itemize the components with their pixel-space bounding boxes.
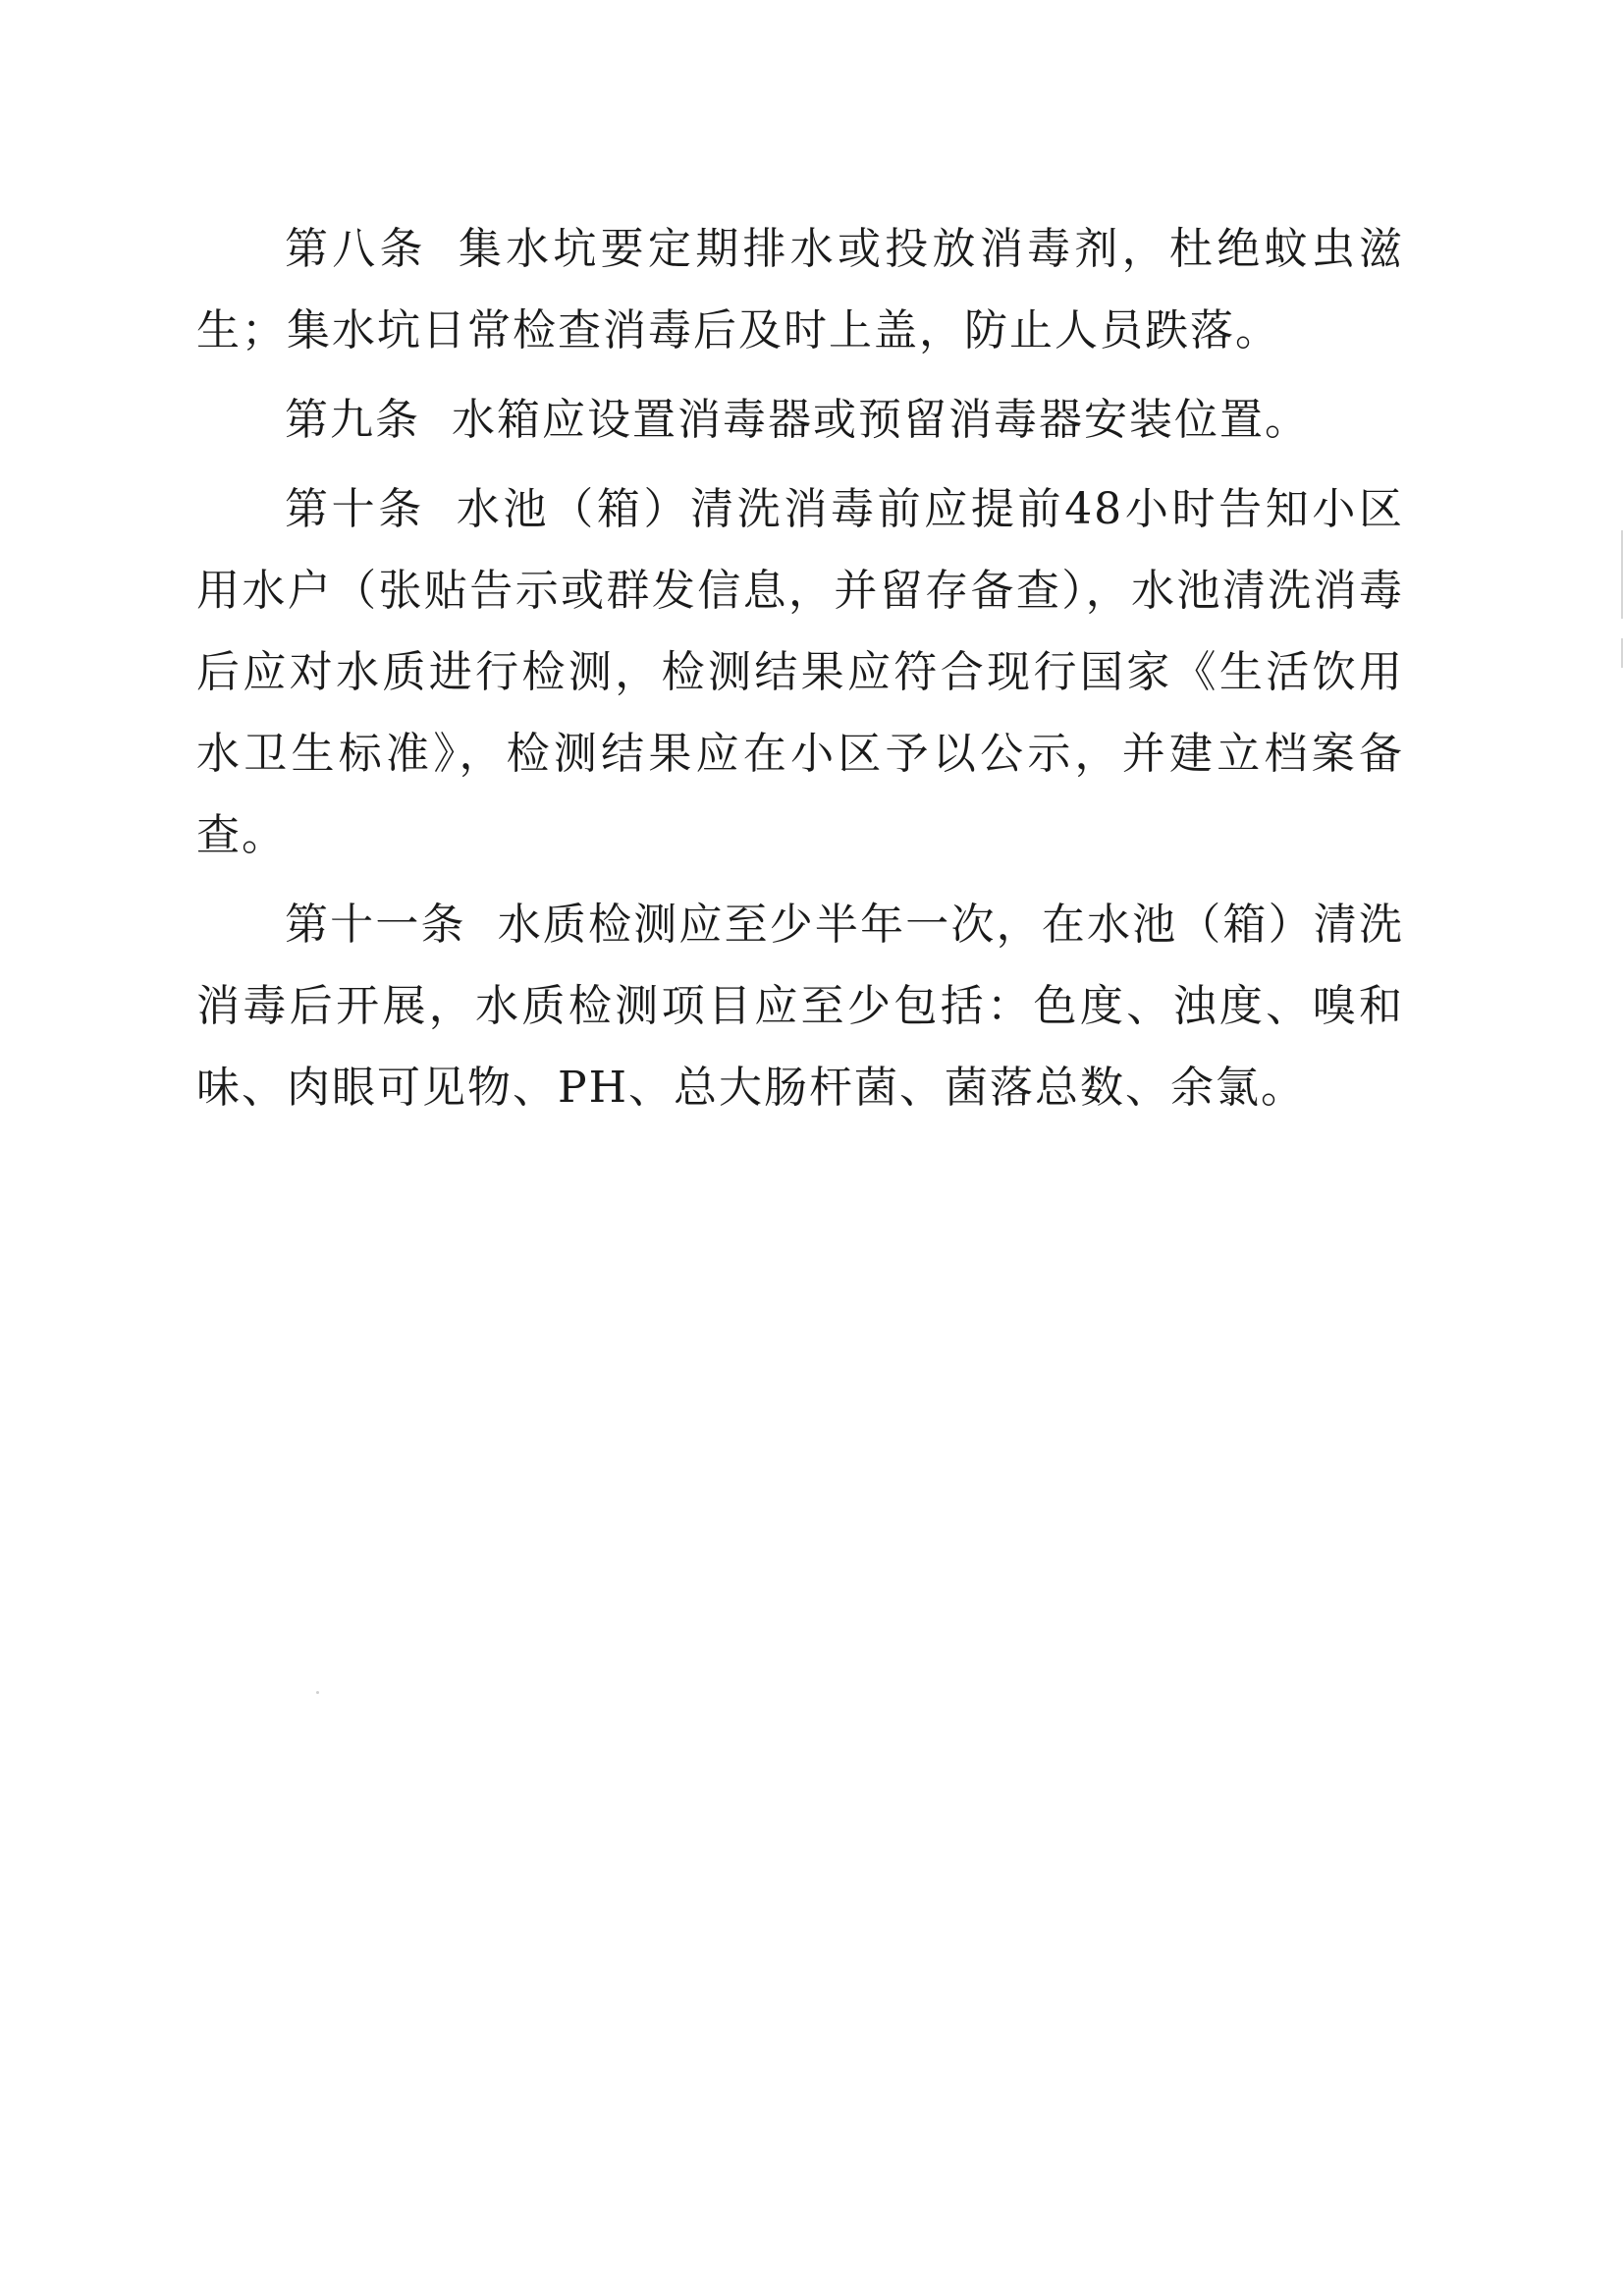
article-10 bbox=[196, 468, 1404, 876]
document-body bbox=[196, 208, 1404, 1128]
article-text: 水箱应设置消毒器或预留消毒器安装位置。 bbox=[452, 395, 1310, 445]
article-11 bbox=[196, 884, 1404, 1128]
article-text: 集水坑要定期排水或投放消毒剂，杜绝蚊虫滋生；集水坑日常检查消毒后及时上盖，防止人员跌落。 bbox=[196, 224, 1405, 355]
article-number: 第八条 bbox=[285, 224, 427, 274]
article-text: 水池（箱）清洗消毒前应提前48小时告知小区用水户（张贴告示或群发信息，并留存备查），水池清洗消毒后应对水质进行检测，检测结果应符合现行国家《生活饮用水卫生标准》，检测结果应在小区予以公示，并建立档案备查。 bbox=[196, 484, 1404, 860]
scan-speck bbox=[316, 1691, 319, 1694]
article-number: 第九条 bbox=[285, 395, 420, 445]
article-8 bbox=[196, 208, 1404, 371]
article-9 bbox=[196, 379, 1404, 461]
article-number: 第十一条 bbox=[285, 900, 466, 950]
article-number: 第十条 bbox=[285, 484, 425, 534]
article-text: 水质检测应至少半年一次，在水池（箱）清洗消毒后开展，水质检测项目应至少包括：色度、浊度、嗅和味、肉眼可见物、PH、总大肠杆菌、菌落总数、余氯。 bbox=[196, 900, 1405, 1113]
